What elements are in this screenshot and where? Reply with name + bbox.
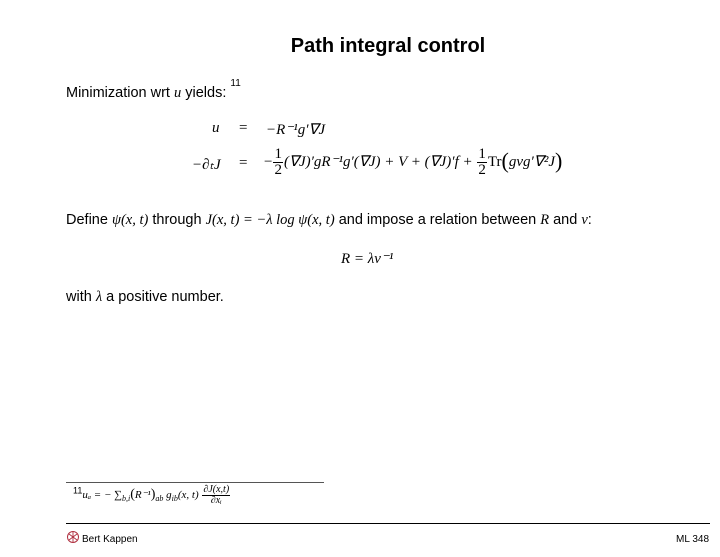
university-logo-icon [66, 530, 80, 544]
eq2-paren-close: ) [554, 147, 563, 173]
define-math-nu: ν [581, 212, 588, 228]
footer-divider [66, 523, 710, 524]
define-math-J: J(x, t) = −λ log ψ(x, t) [205, 212, 335, 228]
eq2-half-2 [477, 147, 487, 178]
footnote-g: g [166, 489, 172, 502]
eq2-equals: = [239, 155, 248, 171]
footnote-paren-close: ) [150, 487, 156, 503]
define-line [66, 212, 592, 229]
footnote-inner: R⁻¹ [134, 489, 151, 502]
with-text-2: a positive number. [102, 289, 224, 305]
eq2-rhs [264, 147, 562, 178]
eq2-lhs: −∂ₜJ [192, 157, 221, 173]
footnote-divider [66, 482, 324, 483]
footnote-frac-num: ∂J(x,t) [203, 484, 230, 495]
define-text-2: through [148, 212, 206, 228]
relation-equation: R = λν⁻¹ [341, 251, 394, 267]
eq1-equals: = [239, 120, 248, 136]
define-math-psi: ψ(x, t) [111, 212, 149, 228]
eq2-paren-open: ( [501, 147, 509, 173]
page-title: Path integral control [290, 35, 486, 57]
footnote-fraction [202, 485, 230, 506]
eq2-trace: Tr [487, 153, 502, 170]
define-text-1: Define [66, 212, 112, 228]
footnote-frac-den: ∂xᵢ [210, 495, 222, 506]
footnote-paren-open: ( [130, 487, 135, 503]
eq2-half-1 [273, 147, 283, 178]
footnote-args: (x, t) [177, 489, 199, 502]
footnote-lhs: uₐ = − ∑ [82, 489, 122, 502]
intro-text-before: Minimization wrt [66, 84, 174, 101]
intro-variable: u [173, 84, 182, 101]
footnote-ab-subscript: ab [155, 494, 164, 504]
define-text-4: and [549, 212, 582, 228]
with-text-1: with [66, 289, 96, 305]
eq1-rhs: −R⁻¹g′∇J [266, 122, 326, 138]
footnote-number: 11 [73, 485, 83, 496]
intro-line [66, 78, 241, 102]
eq2-trace-argument: gνg′∇²J [508, 153, 555, 170]
footnote-marker[interactable]: 11 [230, 78, 241, 89]
with-line [66, 289, 224, 306]
with-math-lambda: λ [95, 289, 103, 305]
eq2-half-1-num: 1 [274, 146, 282, 162]
eq2-half-1-den: 2 [274, 162, 282, 178]
eq2-minus: − [264, 153, 273, 170]
intro-text-after: yields: [181, 84, 231, 101]
eq2-half-2-den: 2 [478, 162, 486, 178]
eq2-half-2-num: 1 [478, 146, 486, 162]
footer-page-number: ML 348 [676, 534, 709, 545]
eq2-middle: (∇J)′gR⁻¹g′(∇J) + V + (∇J)′f + [283, 153, 473, 170]
footnote [73, 485, 231, 506]
footnote-sum-subscript: b,i [122, 494, 131, 504]
define-math-R: R [540, 212, 550, 228]
footer-author: Bert Kappen [82, 534, 138, 545]
footnote-g-subscript: ib [171, 494, 178, 504]
equation-2 [0, 144, 720, 188]
eq1-lhs: u [212, 120, 220, 136]
define-text-5: : [587, 212, 592, 228]
define-text-3: and impose a relation between [334, 212, 541, 228]
